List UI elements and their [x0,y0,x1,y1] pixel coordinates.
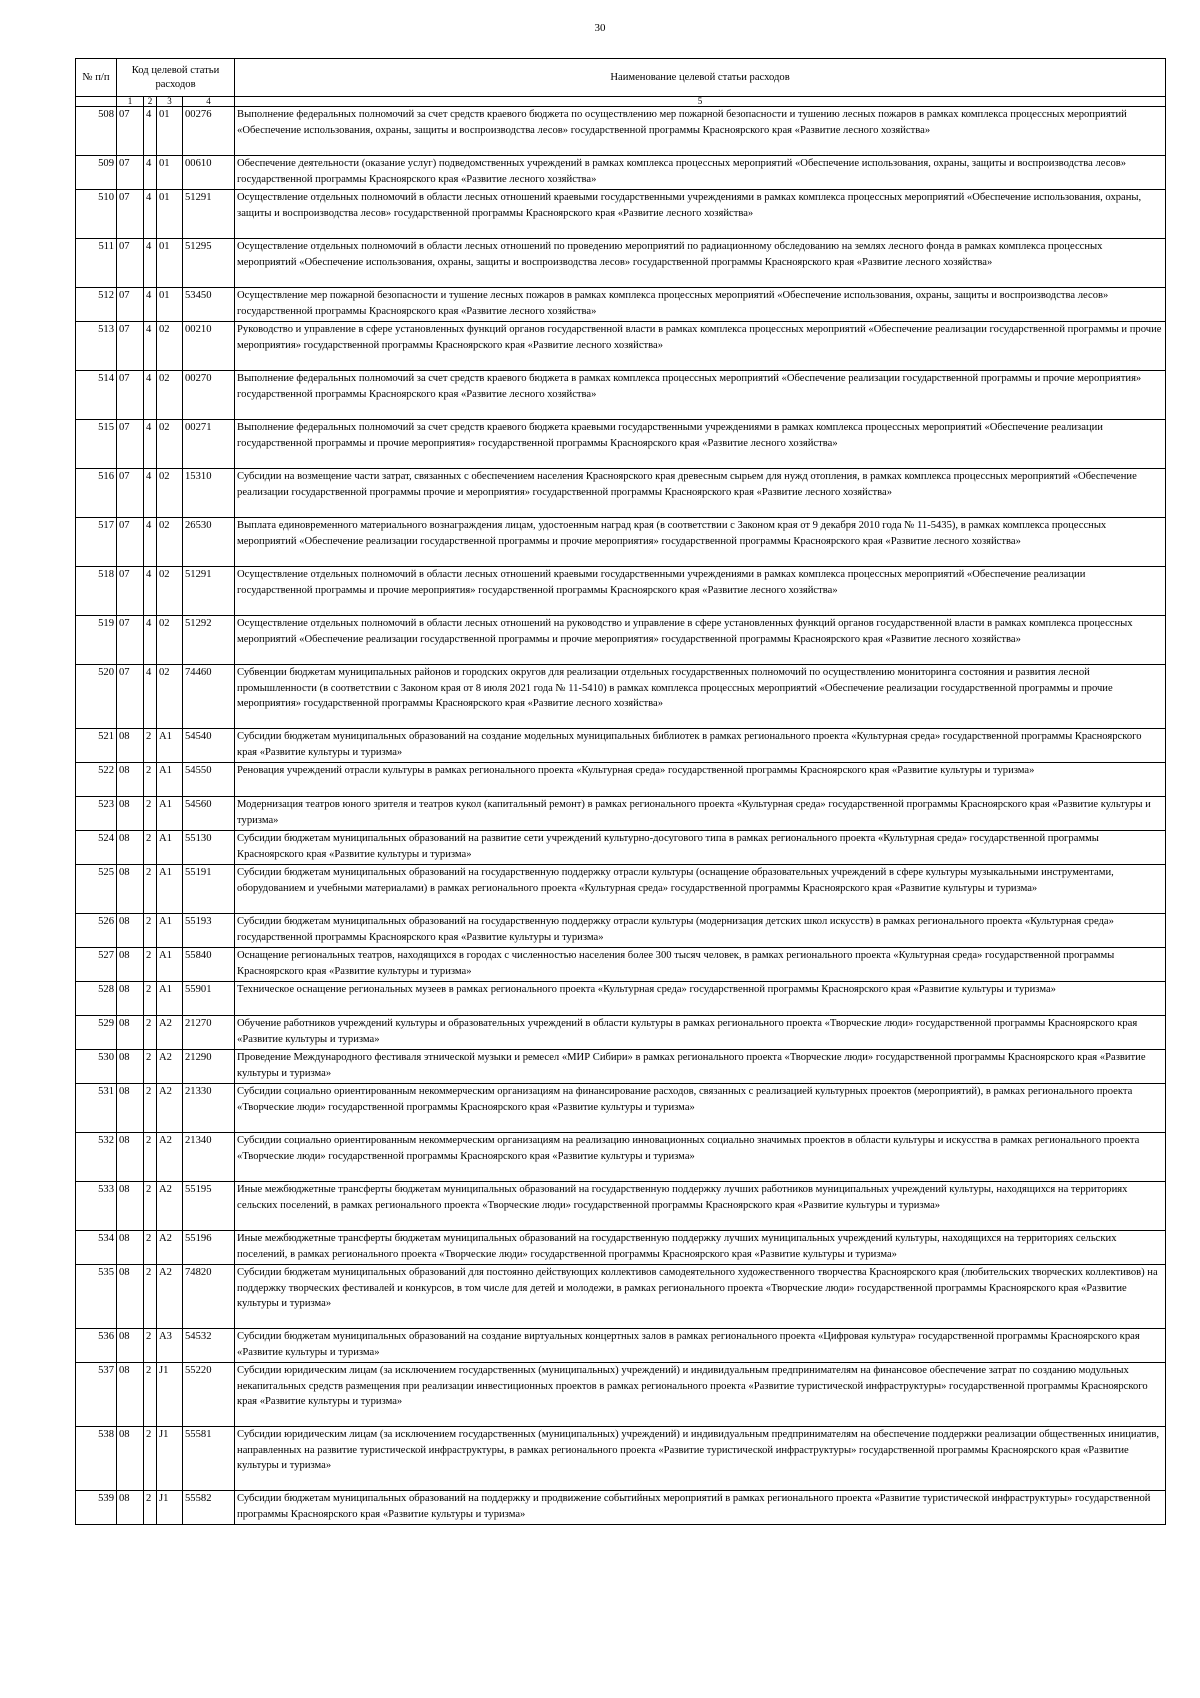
table-row [76,239,1166,288]
code-part-1: 08 [117,797,144,831]
code-part-3: 02 [157,518,183,567]
code-part-4: 00276 [183,107,235,156]
code-part-4: 21290 [183,1050,235,1084]
code-part-1: 07 [117,156,144,190]
row-description: Субсидии социально ориентированным некоммерческим организациям на реализацию инновационных социально значимых проектов в области культуры и искусства в рамках регионального проекта «Творческие люди» государственной программы Красноярского края «Развитие культуры и туризма» [235,1133,1166,1182]
row-number: 512 [76,288,117,322]
code-part-4: 54550 [183,763,235,797]
row-number: 523 [76,797,117,831]
code-part-4: 55901 [183,982,235,1016]
code-part-3: 01 [157,239,183,288]
code-part-3: A1 [157,948,183,982]
row-description: Осуществление отдельных полномочий в области лесных отношений по проведению мероприятий по радиационному обследованию на землях лесного фонда в рамках комплекса процессных мероприятий «Обеспечение использования, охраны, защиты и воспроизводства лесов» государственной программы Красноярского края «Развитие лесного хозяйства» [235,239,1166,288]
row-number: 531 [76,1084,117,1133]
table-row [76,865,1166,914]
row-description: Техническое оснащение региональных музеев в рамках регионального проекта «Культурная среда» государственной программы Красноярского края «Развитие культуры и туризма» [235,982,1166,1016]
code-part-3: 01 [157,190,183,239]
code-part-2: 4 [144,156,157,190]
row-description: Обеспечение деятельности (оказание услуг) подведомственных учреждений в рамках комплекса процессных мероприятий «Обеспечение использования, охраны, защиты и воспроизводства лесов» государственной программы Красноярского края «Развитие лесного хозяйства» [235,156,1166,190]
code-part-1: 08 [117,1427,144,1491]
col-number-2: 2 [144,97,157,107]
header-code: Код целевой статьи расходов [117,59,235,97]
code-part-3: 01 [157,156,183,190]
code-part-2: 4 [144,616,157,665]
table-row [76,1363,1166,1427]
row-number: 536 [76,1329,117,1363]
row-number: 511 [76,239,117,288]
table-row [76,665,1166,729]
code-part-2: 4 [144,190,157,239]
code-part-2: 2 [144,729,157,763]
row-description: Субсидии бюджетам муниципальных образований на государственную поддержку отрасли культуры (оснащение образовательных учреждений в сфере культуры музыкальными инструментами, оборудованием и учебными материалами) в рамках регионального проекта «Культурная среда» государственной программы Красноярского края «Развитие культуры и туризма» [235,865,1166,914]
table-row [76,420,1166,469]
code-part-1: 08 [117,1363,144,1427]
code-part-3: 01 [157,107,183,156]
table-row [76,914,1166,948]
row-number: 527 [76,948,117,982]
code-part-4: 55193 [183,914,235,948]
code-part-4: 54532 [183,1329,235,1363]
row-number: 525 [76,865,117,914]
code-part-3: A1 [157,729,183,763]
row-number: 526 [76,914,117,948]
row-description: Осуществление мер пожарной безопасности и тушение лесных пожаров в рамках комплекса процессных мероприятий «Обеспечение использования, охраны, защиты и воспроизводства лесов» государственной программы Красноярского края «Развитие лесного хозяйства» [235,288,1166,322]
row-description: Осуществление отдельных полномочий в области лесных отношений краевыми государственными учреждениями в рамках комплекса процессных мероприятий «Обеспечение использования, охраны, защиты и воспроизводства лесов» государственной программы Красноярского края «Развитие лесного хозяйства» [235,190,1166,239]
code-part-4: 55191 [183,865,235,914]
table-row [76,797,1166,831]
table-row [76,1050,1166,1084]
col-number-1: 1 [117,97,144,107]
code-part-1: 07 [117,288,144,322]
code-part-4: 55130 [183,831,235,865]
code-part-3: A1 [157,797,183,831]
code-part-1: 07 [117,567,144,616]
row-description: Выполнение федеральных полномочий за счет средств краевого бюджета по осуществлению мер пожарной безопасности и тушению лесных пожаров в рамках комплекса процессных мероприятий «Обеспечение использования, охраны, защиты и воспроизводства лесов» государственной программы Красноярского края «Развитие лесного хозяйства» [235,107,1166,156]
row-number: 515 [76,420,117,469]
target-articles-table [75,58,1166,1525]
row-number: 522 [76,763,117,797]
table-row [76,518,1166,567]
code-part-4: 26530 [183,518,235,567]
code-part-1: 07 [117,107,144,156]
table-row [76,1265,1166,1329]
code-part-3: A1 [157,763,183,797]
row-number: 528 [76,982,117,1016]
code-part-4: 51292 [183,616,235,665]
table-row [76,616,1166,665]
row-number: 533 [76,1182,117,1231]
code-part-2: 2 [144,1084,157,1133]
code-part-2: 2 [144,797,157,831]
row-description: Выплата единовременного материального вознаграждения лицам, удостоенным наград края (в соответствии с Законом края от 9 декабря 2010 года № 11-5435), в рамках комплекса процессных мероприятий «Обеспечение реализации государственной программы и прочие мероприятия» государственной программы Красноярского края «Развитие лесного хозяйства» [235,518,1166,567]
row-number: 534 [76,1231,117,1265]
table-row [76,1491,1166,1525]
row-number: 535 [76,1265,117,1329]
code-part-3: A2 [157,1050,183,1084]
code-part-3: A2 [157,1231,183,1265]
code-part-2: 2 [144,1133,157,1182]
code-part-3: A2 [157,1182,183,1231]
code-part-2: 2 [144,1016,157,1050]
code-part-4: 55195 [183,1182,235,1231]
code-part-1: 08 [117,763,144,797]
row-number: 532 [76,1133,117,1182]
row-description: Выполнение федеральных полномочий за счет средств краевого бюджета в рамках комплекса процессных мероприятий «Обеспечение реализации государственной программы и прочие мероприятия» государственной программы Красноярского края «Развитие лесного хозяйства» [235,371,1166,420]
code-part-1: 08 [117,1329,144,1363]
code-part-4: 00270 [183,371,235,420]
code-part-2: 4 [144,469,157,518]
table-row [76,729,1166,763]
code-part-4: 51291 [183,190,235,239]
row-number: 509 [76,156,117,190]
row-description: Проведение Международного фестиваля этнической музыки и ремесел «МИР Сибири» в рамках регионального проекта «Творческие люди» государственной программы Красноярского края «Развитие культуры и туризма» [235,1050,1166,1084]
row-description: Обучение работников учреждений культуры и образовательных учреждений в области культуры в рамках регионального проекта «Творческие люди» государственной программы Красноярского края «Развитие культуры и туризма» [235,1016,1166,1050]
code-part-2: 4 [144,107,157,156]
row-description: Оснащение региональных театров, находящихся в городах с численностью населения более 300 тысяч человек, в рамках регионального проекта «Культурная среда» государственной программы Красноярского края «Развитие культуры и туризма» [235,948,1166,982]
code-part-2: 2 [144,1182,157,1231]
code-part-1: 08 [117,1084,144,1133]
code-part-1: 08 [117,948,144,982]
row-description: Субсидии бюджетам муниципальных образований на создание виртуальных концертных залов в рамках регионального проекта «Цифровая культура» государственной программы Красноярского края «Развитие культуры и туризма» [235,1329,1166,1363]
row-number: 537 [76,1363,117,1427]
code-part-2: 4 [144,288,157,322]
code-part-3: J1 [157,1363,183,1427]
code-part-3: A2 [157,1265,183,1329]
code-part-3: 01 [157,288,183,322]
code-part-1: 07 [117,469,144,518]
table-row [76,1016,1166,1050]
row-number: 529 [76,1016,117,1050]
code-part-4: 54560 [183,797,235,831]
table-row [76,831,1166,865]
table-row [76,156,1166,190]
row-number: 524 [76,831,117,865]
col-number-3: 3 [157,97,183,107]
code-part-1: 07 [117,322,144,371]
code-part-2: 4 [144,239,157,288]
row-number: 521 [76,729,117,763]
code-part-2: 4 [144,371,157,420]
code-part-4: 51291 [183,567,235,616]
table-row [76,763,1166,797]
code-part-2: 2 [144,948,157,982]
row-description: Субсидии бюджетам муниципальных образований на создание модельных муниципальных библиотек в рамках регионального проекта «Культурная среда» государственной программы Красноярского края «Развитие культуры и туризма» [235,729,1166,763]
row-number: 516 [76,469,117,518]
table-row [76,982,1166,1016]
code-part-1: 08 [117,831,144,865]
row-description: Субсидии на возмещение части затрат, связанных с обеспечением населения Красноярского края древесным сырьем для нужд отопления, в рамках комплекса процессных мероприятий «Обеспечение реализации государственной программы прочие и мероприятия» государственной программы Красноярского края «Развитие лесного хозяйства» [235,469,1166,518]
col-number-4: 4 [183,97,235,107]
row-number: 513 [76,322,117,371]
code-part-2: 2 [144,914,157,948]
code-part-2: 2 [144,1427,157,1491]
code-part-3: A1 [157,831,183,865]
code-part-2: 2 [144,831,157,865]
table-row [76,288,1166,322]
code-part-1: 07 [117,518,144,567]
row-description: Субсидии бюджетам муниципальных образований на государственную поддержку отрасли культуры (модернизация детских школ искусств) в рамках регионального проекта «Культурная среда» государственной программы Красноярского края «Развитие культуры и туризма» [235,914,1166,948]
code-part-1: 08 [117,1182,144,1231]
table-row [76,948,1166,982]
row-description: Руководство и управление в сфере установленных функций органов государственной власти в рамках комплекса процессных мероприятий «Обеспечение реализации государственной программы и прочие мероприятия» государственной программы Красноярского края «Развитие лесного хозяйства» [235,322,1166,371]
code-part-2: 4 [144,518,157,567]
code-part-1: 08 [117,729,144,763]
row-number: 508 [76,107,117,156]
code-part-4: 74820 [183,1265,235,1329]
code-part-1: 07 [117,371,144,420]
code-part-3: 02 [157,469,183,518]
code-part-2: 2 [144,763,157,797]
table-row [76,1427,1166,1491]
code-part-4: 21330 [183,1084,235,1133]
row-description: Осуществление отдельных полномочий в области лесных отношений краевыми государственными учреждениями в рамках комплекса процессных мероприятий «Обеспечение реализации государственной программы и прочие мероприятия» государственной программы Красноярского края «Развитие лесного хозяйства» [235,567,1166,616]
code-part-2: 2 [144,1231,157,1265]
code-part-4: 53450 [183,288,235,322]
code-part-2: 2 [144,1329,157,1363]
code-part-1: 08 [117,1265,144,1329]
code-part-3: A1 [157,865,183,914]
row-number: 514 [76,371,117,420]
code-part-2: 4 [144,665,157,729]
code-part-4: 55196 [183,1231,235,1265]
code-part-4: 51295 [183,239,235,288]
code-part-2: 4 [144,322,157,371]
table-row [76,1182,1166,1231]
code-part-4: 00271 [183,420,235,469]
col-number-blank [76,97,117,107]
table-row [76,1133,1166,1182]
row-description: Субвенции бюджетам муниципальных районов и городских округов для реализации отдельных государственных полномочий по осуществлению мониторинга состояния и развития лесной промышленности (в соответствии с Законом края от 8 июля 2021 года № 11-5410) в рамках комплекса процессных мероприятий «Обеспечение реализации государственной программы и прочие мероприятия» государственной программы Красноярского края «Развитие лесного хозяйства» [235,665,1166,729]
table-row [76,190,1166,239]
row-number: 517 [76,518,117,567]
header-name: Наименование целевой статьи расходов [235,59,1166,97]
row-description: Субсидии бюджетам муниципальных образований для постоянно действующих коллективов самодеятельного художественного творчества Красноярского края (любительских творческих коллективов) на поддержку творческих фестивалей и конкурсов, в том числе для детей и молодежи, в рамках регионального проекта «Творческие люди» государственной программы Красноярского края «Развитие культуры и туризма» [235,1265,1166,1329]
code-part-2: 2 [144,865,157,914]
code-part-4: 54540 [183,729,235,763]
table-row [76,1084,1166,1133]
code-part-1: 07 [117,665,144,729]
row-description: Иные межбюджетные трансферты бюджетам муниципальных образований на государственную поддержку лучших муниципальных учреждений культуры, находящихся на территориях сельских поселений, в рамках регионального проекта «Творческие люди» государственной программы Красноярского края «Развитие культуры и туризма» [235,1231,1166,1265]
code-part-2: 2 [144,1050,157,1084]
row-number: 518 [76,567,117,616]
code-part-1: 08 [117,1016,144,1050]
code-part-3: A2 [157,1084,183,1133]
code-part-3: A2 [157,1133,183,1182]
code-part-3: A2 [157,1016,183,1050]
header-number: № п/п [76,59,117,97]
row-number: 510 [76,190,117,239]
code-part-4: 55840 [183,948,235,982]
code-part-3: 02 [157,371,183,420]
code-part-3: A1 [157,914,183,948]
row-description: Субсидии юридическим лицам (за исключением государственных (муниципальных) учреждений) и индивидуальным предпринимателям на обеспечение поддержки реализации общественных инициатив, направленных на развитие туристической инфраструктуры, в рамках регионального проекта «Развитие туристической инфраструктуры» государственной программы Красноярского края «Развитие культуры и туризма» [235,1427,1166,1491]
code-part-4: 21340 [183,1133,235,1182]
code-part-1: 08 [117,982,144,1016]
row-description: Осуществление отдельных полномочий в области лесных отношений на руководство и управление в сфере установленных функций органов государственной власти в рамках комплекса процессных мероприятий «Обеспечение реализации государственной программы и прочие мероприятия» государственной программы Красноярского края «Развитие лесного хозяйства» [235,616,1166,665]
code-part-1: 08 [117,1050,144,1084]
code-part-1: 07 [117,239,144,288]
code-part-1: 08 [117,1231,144,1265]
row-number: 539 [76,1491,117,1525]
code-part-2: 4 [144,567,157,616]
code-part-2: 2 [144,1363,157,1427]
code-part-3: 02 [157,665,183,729]
code-part-1: 08 [117,1133,144,1182]
code-part-4: 15310 [183,469,235,518]
row-number: 530 [76,1050,117,1084]
col-number-5: 5 [235,97,1166,107]
code-part-3: J1 [157,1491,183,1525]
code-part-2: 2 [144,1265,157,1329]
table-row [76,1231,1166,1265]
code-part-4: 55220 [183,1363,235,1427]
row-description: Субсидии социально ориентированным некоммерческим организациям на финансирование расходов, связанных с реализацией культурных проектов (мероприятий), в рамках регионального проекта «Творческие люди» государственной программы Красноярского края «Развитие культуры и туризма» [235,1084,1166,1133]
code-part-4: 74460 [183,665,235,729]
row-description: Субсидии юридическим лицам (за исключением государственных (муниципальных) учреждений) и индивидуальным предпринимателям на финансовое обеспечение затрат по созданию модульных некапитальных средств размещения при реализации инвестиционных проектов в рамках регионального проекта «Развитие туристической инфраструктуры» государственной программы Красноярского края «Развитие культуры и туризма» [235,1363,1166,1427]
code-part-2: 4 [144,420,157,469]
row-number: 520 [76,665,117,729]
code-part-1: 08 [117,1491,144,1525]
table-row [76,1329,1166,1363]
row-description: Модернизация театров юного зрителя и театров кукол (капитальный ремонт) в рамках регионального проекта «Культурная среда» государственной программы Красноярского края «Развитие культуры и туризма» [235,797,1166,831]
code-part-4: 00210 [183,322,235,371]
row-description: Субсидии бюджетам муниципальных образований на развитие сети учреждений культурно-досугового типа в рамках регионального проекта «Культурная среда» государственной программы Красноярского края «Развитие культуры и туризма» [235,831,1166,865]
code-part-3: 02 [157,567,183,616]
code-part-4: 00610 [183,156,235,190]
code-part-3: J1 [157,1427,183,1491]
row-description: Реновация учреждений отрасли культуры в рамках регионального проекта «Культурная среда» государственной программы Красноярского края «Развитие культуры и туризма» [235,763,1166,797]
code-part-1: 08 [117,865,144,914]
code-part-1: 07 [117,190,144,239]
row-description: Выполнение федеральных полномочий за счет средств краевого бюджета краевыми государственными учреждениями в рамках комплекса процессных мероприятий «Обеспечение реализации государственной программы и прочие мероприятия» государственной программы Красноярского края «Развитие лесного хозяйства» [235,420,1166,469]
code-part-4: 55582 [183,1491,235,1525]
code-part-3: A3 [157,1329,183,1363]
code-part-1: 07 [117,420,144,469]
code-part-3: 02 [157,420,183,469]
page-number: 30 [594,22,606,34]
row-number: 538 [76,1427,117,1491]
row-description: Субсидии бюджетам муниципальных образований на поддержку и продвижение событийных мероприятий в рамках регионального проекта «Развитие туристической инфраструктуры» государственной программы Красноярского края «Развитие культуры и туризма» [235,1491,1166,1525]
row-description: Иные межбюджетные трансферты бюджетам муниципальных образований на государственную поддержку лучших работников муниципальных учреждений культуры, находящихся на территориях сельских поселений, в рамках регионального проекта «Творческие люди» государственной программы Красноярского края «Развитие культуры и туризма» [235,1182,1166,1231]
table-row [76,107,1166,156]
code-part-2: 2 [144,982,157,1016]
table-row [76,469,1166,518]
table-row [76,567,1166,616]
row-number: 519 [76,616,117,665]
code-part-3: 02 [157,322,183,371]
code-part-1: 07 [117,616,144,665]
code-part-3: 02 [157,616,183,665]
table-row [76,322,1166,371]
code-part-1: 08 [117,914,144,948]
table-row [76,371,1166,420]
code-part-3: A1 [157,982,183,1016]
code-part-4: 21270 [183,1016,235,1050]
code-part-4: 55581 [183,1427,235,1491]
code-part-2: 2 [144,1491,157,1525]
